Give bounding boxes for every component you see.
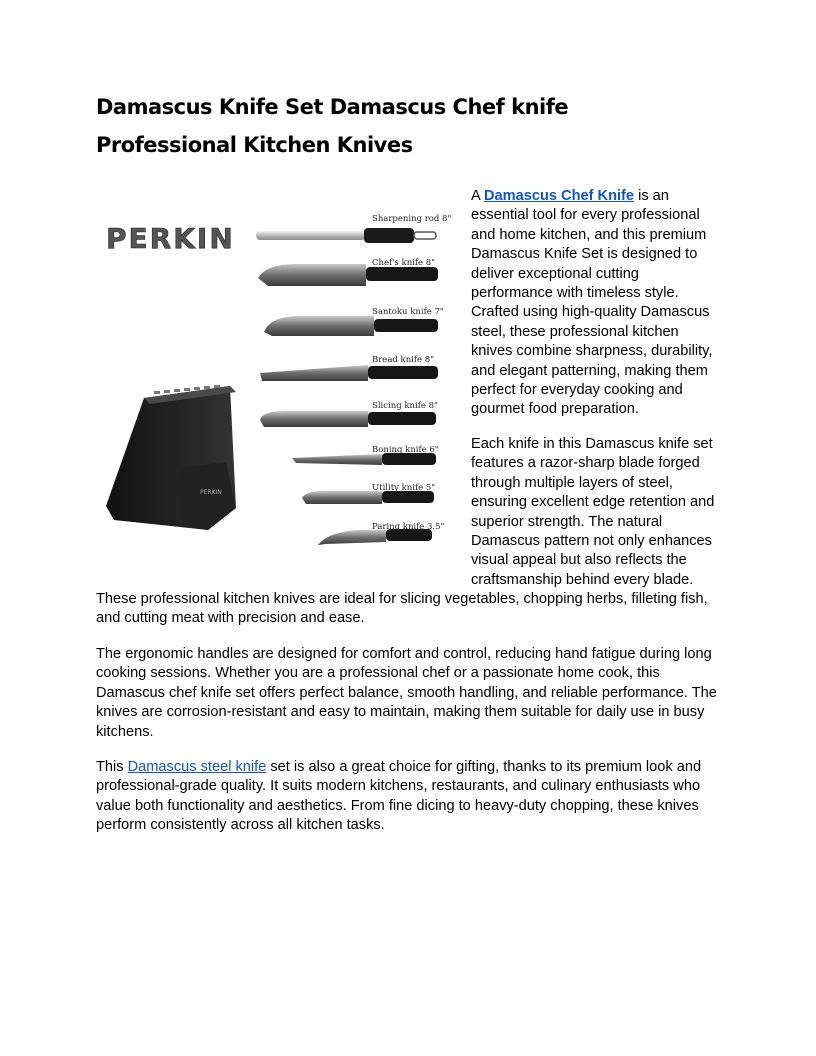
block-brand-label: PERKIN — [200, 489, 222, 496]
knife-set-illustration — [96, 188, 456, 563]
knife-set-image — [96, 188, 456, 563]
label-paring-knife: Paring knife 3.5" — [372, 522, 445, 532]
handles-paragraph: The ergonomic handles are designed for comfort and control, reducing hand fatigue during long cooking sessions. Whether you are a professional chef or a passionate home cook, this Damascus chef knife set offers perfect balance, smooth handling, and reliable performance. The knives are corrosion-resistant and easy to maintain, making them suitable for daily use in busy kitchens. — [96, 646, 717, 740]
damascus-chef-knife-link[interactable]: Damascus Chef Knife — [483, 188, 635, 204]
page-title: Damascus Knife Set Damascus Chef knife Professional Kitchen Knives — [96, 95, 569, 157]
gifting-lead: This — [96, 759, 128, 775]
sharpening-rod — [256, 228, 436, 243]
knife-block — [106, 385, 236, 530]
label-sharpening-rod: Sharpening rod 8" — [372, 214, 452, 224]
brand-logo: PERKIN — [106, 222, 235, 255]
blade-paragraph: Each knife in this Damascus knife set features a razor-sharp blade forged through multiple layers of steel, ensuring excellent edge retention and superior strength. The natural Damascus pattern not only enhances visual appeal but also reflects the craftsmanship behind every blade. — [471, 436, 715, 588]
intro-rest: is an essential tool for every professional and home kitchen, and this premium Damascus Knife Set is designed to deliver exceptional cutting performance with timeless style. Crafted using high-quality Damascus steel, these professional kitchen knives combine sharpness, durability, and elegant patterning, making them perfect for everyday cooking and gourmet food preparation. — [471, 188, 713, 418]
intro-paragraph — [471, 187, 721, 420]
label-boning-knife: Boning knife 6" — [372, 445, 439, 455]
label-santoku-knife: Santoku knife 7" — [372, 307, 444, 317]
gifting-paragraph — [96, 758, 726, 836]
santoku-knife — [264, 316, 438, 336]
gifting-rest: set is also a great choice for gifting, thanks to its premium look and professional-grade quality. It suits modern kitchens, restaurants, and culinary enthusiasts who value both functionality and aesthetics. From fine dicing to heavy-duty chopping, these knives perform consistently across all kitchen tasks. — [96, 759, 702, 834]
blade-paragraph-continued: These professional kitchen knives are ideal for slicing vegetables, chopping herbs, filleting fish, and cutting meat with precision and ease. — [96, 591, 708, 627]
intro-lead: A — [471, 188, 484, 204]
label-utility-knife: Utility knife 5" — [372, 483, 436, 493]
label-chefs-knife: Chef's knife 8" — [372, 258, 436, 268]
label-bread-knife: Bread knife 8" — [372, 355, 435, 365]
label-slicing-knife: Slicing knife 8" — [372, 401, 438, 411]
damascus-steel-knife-link[interactable]: Damascus steel knife — [127, 759, 267, 775]
bread-knife — [260, 365, 438, 381]
slicing-knife — [260, 411, 436, 427]
